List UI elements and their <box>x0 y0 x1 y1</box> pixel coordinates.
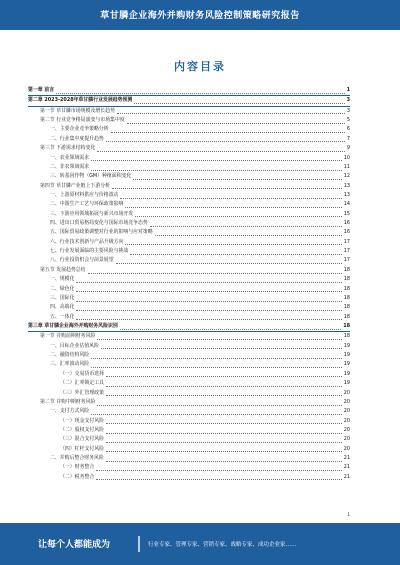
toc-entry[interactable] <box>28 247 350 256</box>
toc-entry[interactable] <box>28 454 350 463</box>
toc-entry-label: 第二节 行业竞争格局演变与市场集中度 <box>40 117 125 124</box>
toc-entry-page: 18 <box>343 294 350 301</box>
toc-entry-label: （一）现金支付风险 <box>60 417 105 424</box>
toc-entry[interactable] <box>28 445 350 454</box>
toc-entry-label: 第一节 并购前期财务风险 <box>40 333 96 340</box>
toc-entry[interactable] <box>28 294 350 303</box>
toc-leader-dots <box>120 324 341 330</box>
toc-entry-label: 四、进出口贸易格局变化与国际市场竞争态势 <box>50 220 148 227</box>
toc-leader-dots <box>120 193 341 199</box>
toc-leader-dots <box>117 108 345 114</box>
toc-entry-page: 13 <box>343 191 350 198</box>
toc-entry-label: （一）财务整合 <box>60 464 95 471</box>
table-of-contents <box>28 86 350 482</box>
toc-leader-dots <box>133 174 341 180</box>
toc-entry[interactable] <box>28 163 350 172</box>
toc-entry[interactable] <box>28 379 350 388</box>
toc-leader-dots <box>106 456 342 462</box>
toc-entry-page: 21 <box>343 473 350 480</box>
toc-entry-label: （四）杠杆支付风险 <box>60 445 105 452</box>
toc-entry-label: （三）混合支付风险 <box>60 436 105 443</box>
toc-entry-label: （三）外汇管理政策 <box>60 389 105 396</box>
toc-entry-page: 20 <box>343 389 350 396</box>
toc-leader-dots <box>150 221 342 227</box>
toc-entry-page: 17 <box>343 248 350 255</box>
toc-leader-dots <box>134 98 344 104</box>
toc-entry-page: 5 <box>346 117 350 124</box>
toc-entry[interactable] <box>28 266 350 275</box>
toc-leader-dots <box>125 202 341 208</box>
toc-entry-page: 7 <box>346 135 350 142</box>
toc-entry-label: （二）汇率锁定工具 <box>60 380 105 387</box>
toc-entry-page: 20 <box>343 398 350 405</box>
toc-entry[interactable] <box>28 342 350 351</box>
toc-entry-label: 第一章 前言 <box>28 87 55 93</box>
toc-entry[interactable] <box>28 322 350 332</box>
toc-entry[interactable] <box>28 256 350 265</box>
toc-entry[interactable] <box>28 210 350 219</box>
footer-banner <box>0 523 400 565</box>
toc-entry-page: 20 <box>343 436 350 443</box>
report-header <box>0 0 400 30</box>
toc-entry-page: 18 <box>343 322 350 329</box>
toc-entry[interactable] <box>28 144 350 153</box>
toc-entry[interactable] <box>28 463 350 472</box>
toc-leader-dots <box>101 343 342 349</box>
toc-entry[interactable] <box>28 370 350 379</box>
toc-entry-page: 3 <box>346 107 350 114</box>
toc-entry-page: 18 <box>343 313 350 320</box>
footer-tagline: 行业专家、管理专家、营销专家、战略专家、成功企业家…… <box>148 542 297 548</box>
toc-entry-label: 三、国际化 <box>50 294 75 301</box>
toc-leader-dots <box>106 136 345 142</box>
toc-entry-page: 19 <box>343 352 350 359</box>
toc-leader-dots <box>88 268 342 274</box>
toc-entry[interactable] <box>28 182 350 191</box>
toc-entry[interactable] <box>28 303 350 312</box>
toc-leader-dots <box>106 390 342 396</box>
toc-entry-page: 19 <box>343 370 350 377</box>
toc-entry-label: 第四节 草甘膦产业链上下游分析 <box>40 182 111 189</box>
toc-leader-dots <box>96 474 342 480</box>
toc-entry-page: 21 <box>343 455 350 462</box>
toc-entry-page: 17 <box>343 257 350 264</box>
toc-entry-label: 五、国际贸易政策调整对行业的影响与应对策略 <box>50 229 153 236</box>
toc-entry-label: 五、一体化 <box>50 313 75 320</box>
toc-entry-label: 第五节 发展趋势总结 <box>40 266 86 273</box>
toc-leader-dots <box>116 258 342 264</box>
toc-entry-page: 18 <box>343 304 350 311</box>
toc-entry[interactable] <box>28 351 350 360</box>
toc-leader-dots <box>127 118 345 124</box>
toc-entry-label: 六、行业技术创新与产品升级方向 <box>50 238 124 245</box>
toc-leader-dots <box>130 249 342 255</box>
toc-entry[interactable] <box>28 332 350 341</box>
toc-entry[interactable] <box>28 417 350 426</box>
toc-heading: 内容目录 <box>174 60 226 73</box>
toc-leader-dots <box>97 334 341 340</box>
toc-leader-dots <box>76 277 341 283</box>
toc-entry[interactable] <box>28 116 350 125</box>
toc-entry[interactable] <box>28 398 350 407</box>
toc-leader-dots <box>155 230 342 236</box>
toc-leader-dots <box>76 286 341 292</box>
toc-leader-dots <box>106 418 342 424</box>
toc-entry-label: 三、汇率波动风险 <box>50 361 90 368</box>
toc-entry[interactable] <box>28 125 350 134</box>
toc-entry-page: 13 <box>343 182 350 189</box>
toc-leader-dots <box>76 296 341 302</box>
toc-entry-label: 二、融资结构风险 <box>50 352 90 359</box>
toc-entry-page: 18 <box>343 276 350 283</box>
toc-entry[interactable] <box>28 172 350 181</box>
toc-entry-page: 20 <box>343 445 350 452</box>
toc-entry-label: 一、目标企业估值风险 <box>50 342 99 349</box>
toc-entry-label: 一、农业领域需求 <box>50 154 90 161</box>
toc-leader-dots <box>97 400 341 406</box>
toc-leader-dots <box>135 211 342 217</box>
toc-leader-dots <box>106 371 342 377</box>
toc-leader-dots <box>76 305 341 311</box>
toc-entry-page: 12 <box>343 173 350 180</box>
toc-leader-dots <box>112 183 342 189</box>
toc-leader-dots <box>111 127 345 133</box>
toc-entry[interactable] <box>28 228 350 237</box>
toc-entry-page: 10 <box>343 154 350 161</box>
toc-leader-dots <box>91 165 342 171</box>
toc-entry[interactable] <box>28 426 350 435</box>
toc-entry-label: （二）股权支付风险 <box>60 426 105 433</box>
toc-entry-label: （一）交易货币选择 <box>60 370 105 377</box>
footer-divider <box>138 536 140 552</box>
toc-entry-page: 1 <box>346 87 350 93</box>
toc-entry[interactable] <box>28 191 350 200</box>
toc-entry[interactable] <box>28 107 350 116</box>
toc-entry[interactable] <box>28 389 350 398</box>
toc-entry-label: 二、并购后整合财务风险 <box>50 455 104 462</box>
toc-entry-page: 14 <box>343 201 350 208</box>
toc-entry-label: 第一节 草甘膦市场规模及增长趋势 <box>40 107 115 114</box>
toc-entry-page: 20 <box>343 417 350 424</box>
toc-leader-dots <box>106 446 342 452</box>
toc-entry[interactable] <box>28 238 350 247</box>
report-title: 草甘膦企业海外并购财务风险控制策略研究报告 <box>100 11 300 21</box>
toc-leader-dots <box>76 314 341 320</box>
toc-entry-page: 18 <box>343 285 350 292</box>
toc-entry-page: 16 <box>343 220 350 227</box>
toc-leader-dots <box>91 155 342 161</box>
toc-leader-dots <box>91 409 342 415</box>
toc-entry-page: 9 <box>346 145 350 152</box>
toc-entry-label: 四、高端化 <box>50 304 75 311</box>
toc-entry-page: 20 <box>343 426 350 433</box>
toc-entry-label: 第三节 下游需求结构变化 <box>40 145 96 152</box>
toc-entry-page: 17 <box>343 238 350 245</box>
toc-entry-label: 第三章 草甘膦企业海外并购财务风险识别 <box>28 322 118 329</box>
toc-entry[interactable] <box>28 275 350 284</box>
toc-leader-dots <box>125 239 341 245</box>
toc-leader-dots <box>91 353 342 359</box>
toc-entry-label: 一、主要企业竞争策略分析 <box>50 126 109 133</box>
toc-entry-page: 21 <box>343 464 350 471</box>
toc-entry-page: 18 <box>343 333 350 340</box>
toc-entry-label: 二、绿色化 <box>50 285 75 292</box>
toc-entry[interactable] <box>28 154 350 163</box>
page-number: 1 <box>347 512 350 517</box>
toc-entry-label: 八、行业投资机会与前景展望 <box>50 257 114 264</box>
toc-entry-label: （二）税务整合 <box>60 473 95 480</box>
toc-entry-page: 6 <box>346 126 350 133</box>
toc-entry-label: 一、规模化 <box>50 276 75 283</box>
toc-entry-page: 19 <box>343 342 350 349</box>
toc-entry-label: 一、支付方式风险 <box>50 408 90 415</box>
toc-leader-dots <box>97 146 345 152</box>
toc-entry[interactable] <box>28 219 350 228</box>
toc-entry-label: 二、中游生产工艺与环保政策影响 <box>50 201 124 208</box>
toc-entry[interactable] <box>28 96 350 106</box>
toc-leader-dots <box>106 437 342 443</box>
toc-entry-label: 二、非农领域需求 <box>50 163 90 170</box>
toc-entry[interactable] <box>28 86 350 96</box>
toc-entry[interactable] <box>28 435 350 444</box>
toc-entry-page: 3 <box>346 97 350 104</box>
toc-entry[interactable] <box>28 135 350 144</box>
toc-leader-dots <box>96 465 342 471</box>
footer-slogan: 让每个人都能成为 <box>38 540 111 550</box>
toc-leader-dots <box>56 88 344 94</box>
toc-entry-page: 19 <box>343 380 350 387</box>
toc-entry-label: 三、下游应用领域拓展与新兴市场开发 <box>50 210 134 217</box>
toc-entry[interactable] <box>28 313 350 322</box>
toc-leader-dots <box>106 381 342 387</box>
toc-entry-page: 18 <box>343 266 350 273</box>
toc-leader-dots <box>106 428 342 434</box>
toc-entry-label: 第二节 并购中期财务风险 <box>40 398 96 405</box>
toc-entry-page: 20 <box>343 408 350 415</box>
toc-entry-label: 七、行业发展面临的主要风险与挑战 <box>50 248 129 255</box>
toc-entry-page: 15 <box>343 210 350 217</box>
toc-entry-page: 16 <box>343 229 350 236</box>
toc-entry[interactable] <box>28 407 350 416</box>
toc-entry-label: 一、上游原材料供应与价格波动 <box>50 191 119 198</box>
toc-entry-page: 11 <box>343 163 350 170</box>
toc-leader-dots <box>91 362 342 368</box>
toc-entry-page: 19 <box>343 361 350 368</box>
toc-entry[interactable] <box>28 200 350 209</box>
toc-entry-label: 三、转基因作物（GM）种植面积变化 <box>50 173 132 180</box>
toc-entry-label: 二、行业集中度提升趋势 <box>50 135 104 142</box>
toc-entry[interactable] <box>28 473 350 482</box>
toc-entry[interactable] <box>28 360 350 369</box>
toc-entry-label: 第二章 2023-2028年草甘膦行业发展趋势预测 <box>28 97 133 104</box>
toc-entry[interactable] <box>28 285 350 294</box>
